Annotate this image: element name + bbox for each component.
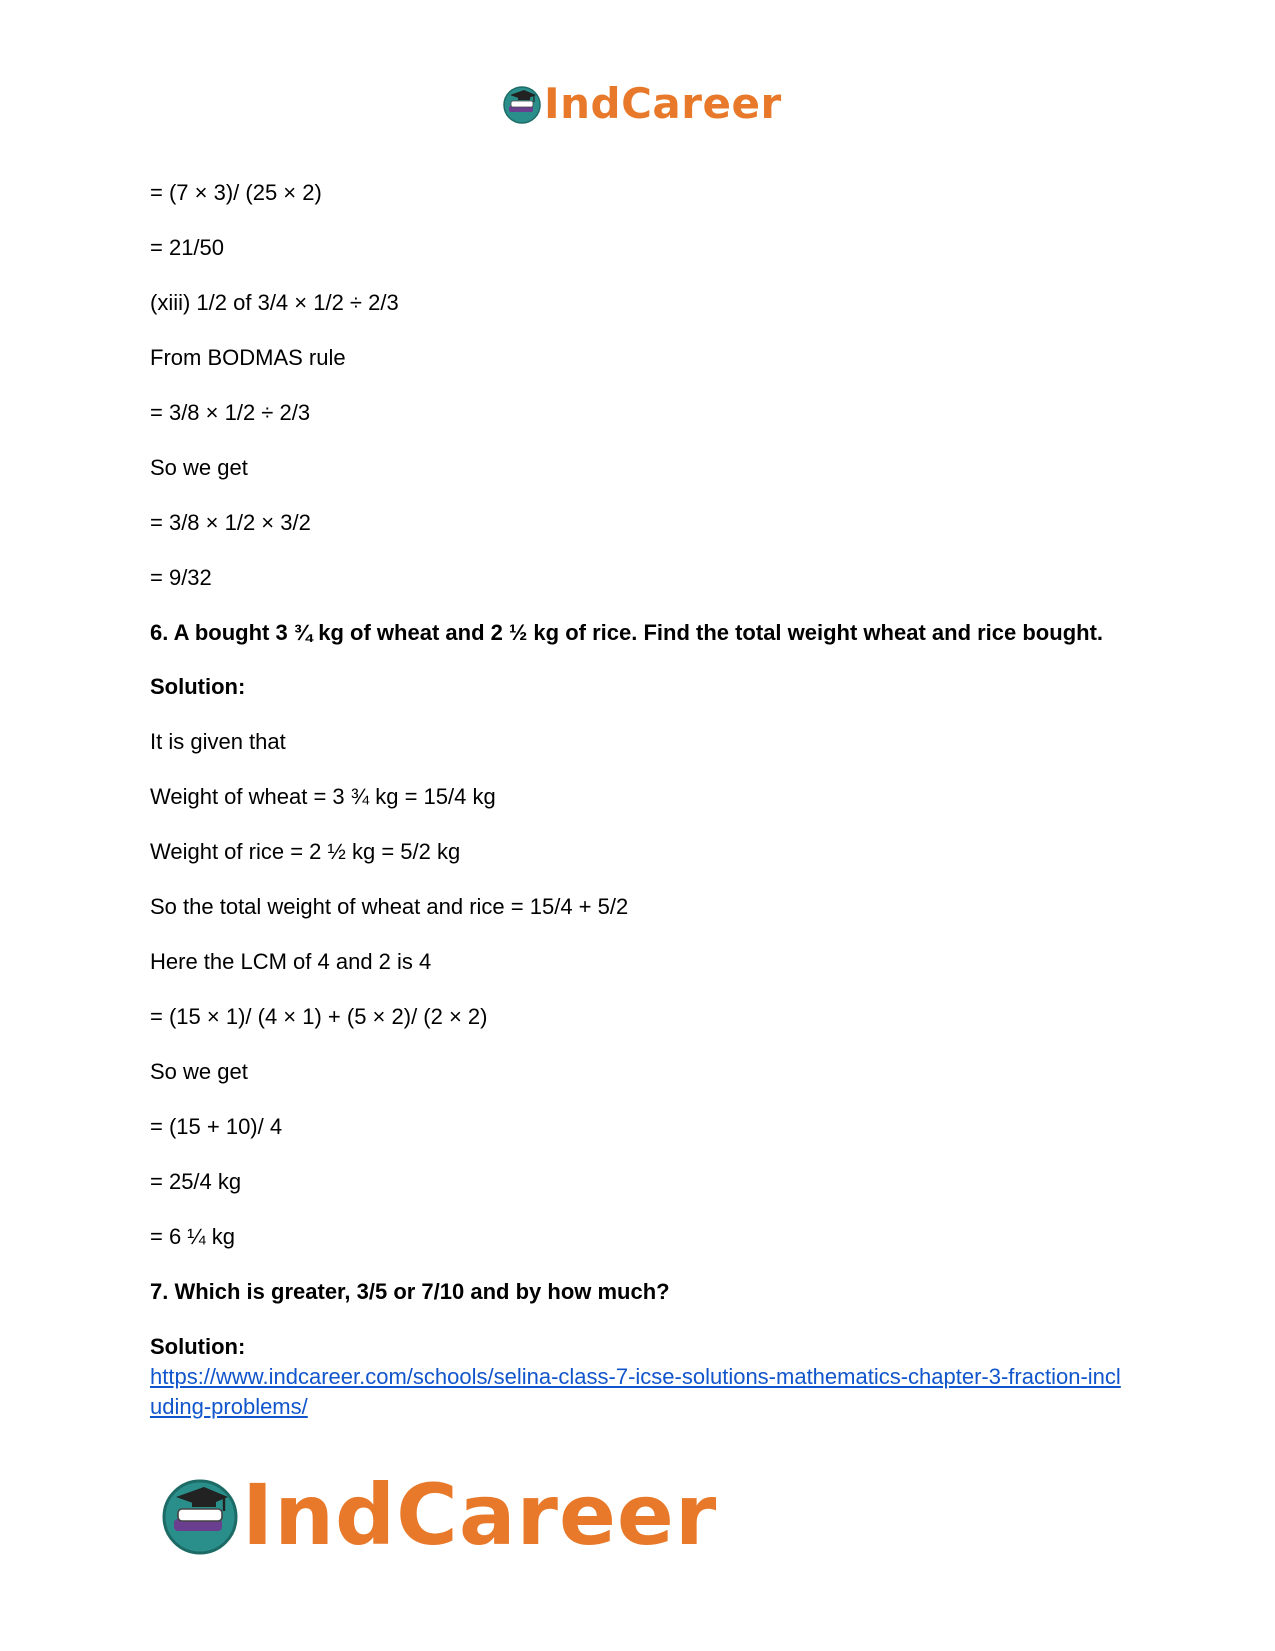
solution-label: Solution: bbox=[150, 1334, 246, 1359]
text-line: So we get bbox=[150, 455, 248, 480]
header-logo bbox=[502, 80, 782, 128]
text-line: = 6 ¼ kg bbox=[150, 1224, 236, 1249]
document-body bbox=[150, 178, 1125, 1422]
text-line: = 25/4 kg bbox=[150, 1169, 242, 1194]
text-line: So the total weight of wheat and rice = 15/4 + 5/2 bbox=[150, 894, 629, 919]
text-line: = 21/50 bbox=[150, 235, 225, 260]
text-line: (xiii) 1/2 of 3/4 × 1/2 ÷ 2/3 bbox=[150, 290, 399, 315]
text-line: = (7 × 3)/ (25 × 2) bbox=[150, 180, 322, 205]
header-logo-text: IndCareer bbox=[544, 79, 782, 128]
text-line: So we get bbox=[150, 1059, 248, 1084]
text-line: Weight of wheat = 3 ¾ kg = 15/4 kg bbox=[150, 784, 496, 809]
book-graduation-cap-icon bbox=[160, 1475, 240, 1555]
text-line: = (15 × 1)/ (4 × 1) + (5 × 2)/ (2 × 2) bbox=[150, 1004, 488, 1029]
text-line: = 3/8 × 1/2 ÷ 2/3 bbox=[150, 400, 311, 425]
source-link[interactable]: https://www.indcareer.com/schools/selina-class-7-icse-solutions-mathematics-chapter-3-fraction-including-problems/ bbox=[150, 1364, 1121, 1419]
text-line: Weight of rice = 2 ½ kg = 5/2 kg bbox=[150, 839, 461, 864]
text-line: From BODMAS rule bbox=[150, 345, 346, 370]
book-graduation-cap-icon bbox=[502, 84, 542, 124]
text-line: Here the LCM of 4 and 2 is 4 bbox=[150, 949, 432, 974]
text-line: It is given that bbox=[150, 729, 286, 754]
question-heading: 7. Which is greater, 3/5 or 7/10 and by how much? bbox=[150, 1279, 670, 1304]
footer-logo-text: IndCareer bbox=[242, 1466, 718, 1564]
text-line: = 3/8 × 1/2 × 3/2 bbox=[150, 510, 311, 535]
question-heading: 6. A bought 3 ¾ kg of wheat and 2 ½ kg of rice. Find the total weight wheat and rice bought. bbox=[150, 620, 1104, 645]
solution-label: Solution: bbox=[150, 674, 246, 699]
text-line: = 9/32 bbox=[150, 565, 212, 590]
footer-logo bbox=[160, 1466, 718, 1564]
text-line: = (15 + 10)/ 4 bbox=[150, 1114, 283, 1139]
